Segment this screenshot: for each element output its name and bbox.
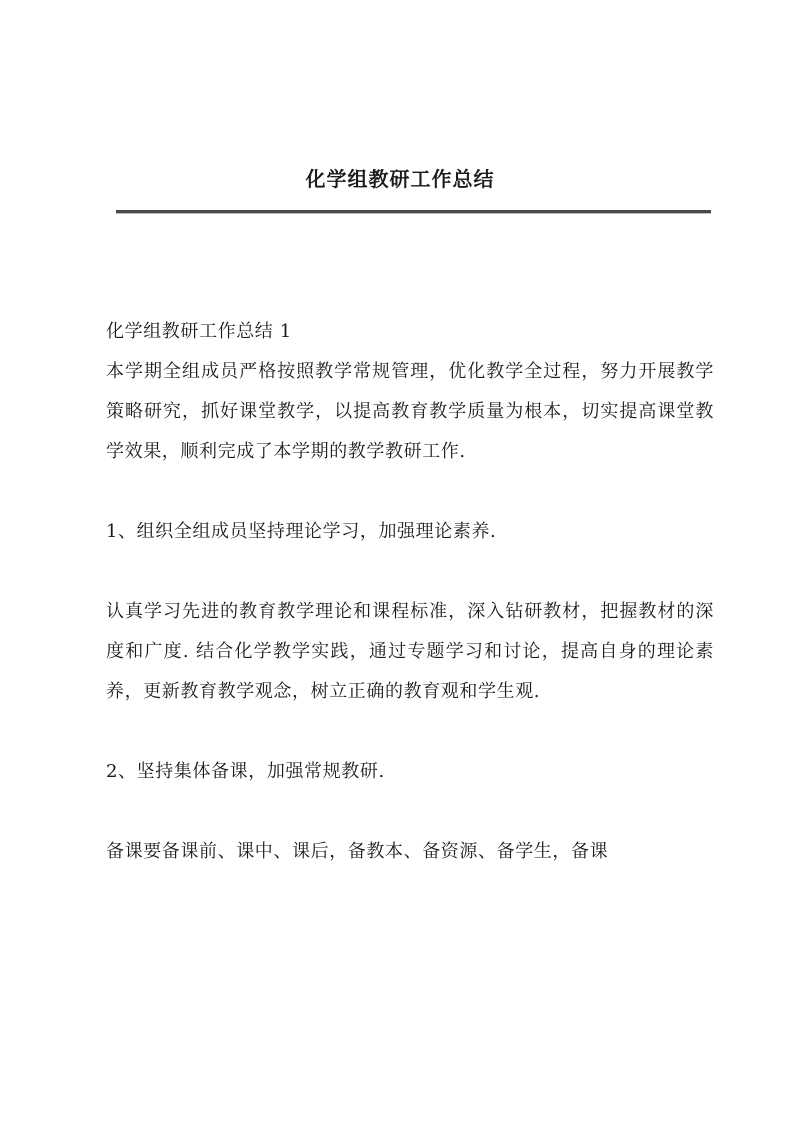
section-heading: 化学组教研工作总结 1 <box>106 321 292 342</box>
intro-paragraph: 本学期全组成员严格按照教学常规管理，优化教学全过程，努力开展教学策略研究，抓好课堂教学，以提高教育教学质量为根本，切实提高课堂教学效果，顺利完成了本学期的教学教研工作. <box>106 361 714 462</box>
paragraph-gap <box>106 792 714 832</box>
point-1-heading: 1、组织全组成员坚持理论学习，加强理论素养. <box>106 521 497 542</box>
title-divider <box>116 210 711 213</box>
point-2-body: 备课要备课前、课中、课后，备教本、备资源、备学生，备课 <box>106 841 609 862</box>
document-body <box>106 312 714 872</box>
paragraph-gap <box>106 712 714 752</box>
paragraph-gap <box>106 552 714 592</box>
point-1-body: 认真学习先进的教育教学理论和课程标准，深入钻研教材，把握教材的深度和广度. 结合化学教学实践，通过专题学习和讨论，提高自身的理论素养，更新教育教学观念，树立正确的教育观和学生观. <box>106 601 714 702</box>
paragraph-gap <box>106 472 714 512</box>
document-title: 化学组教研工作总结 <box>305 167 495 191</box>
point-2-heading: 2、坚持集体备课，加强常规教研. <box>106 761 385 782</box>
